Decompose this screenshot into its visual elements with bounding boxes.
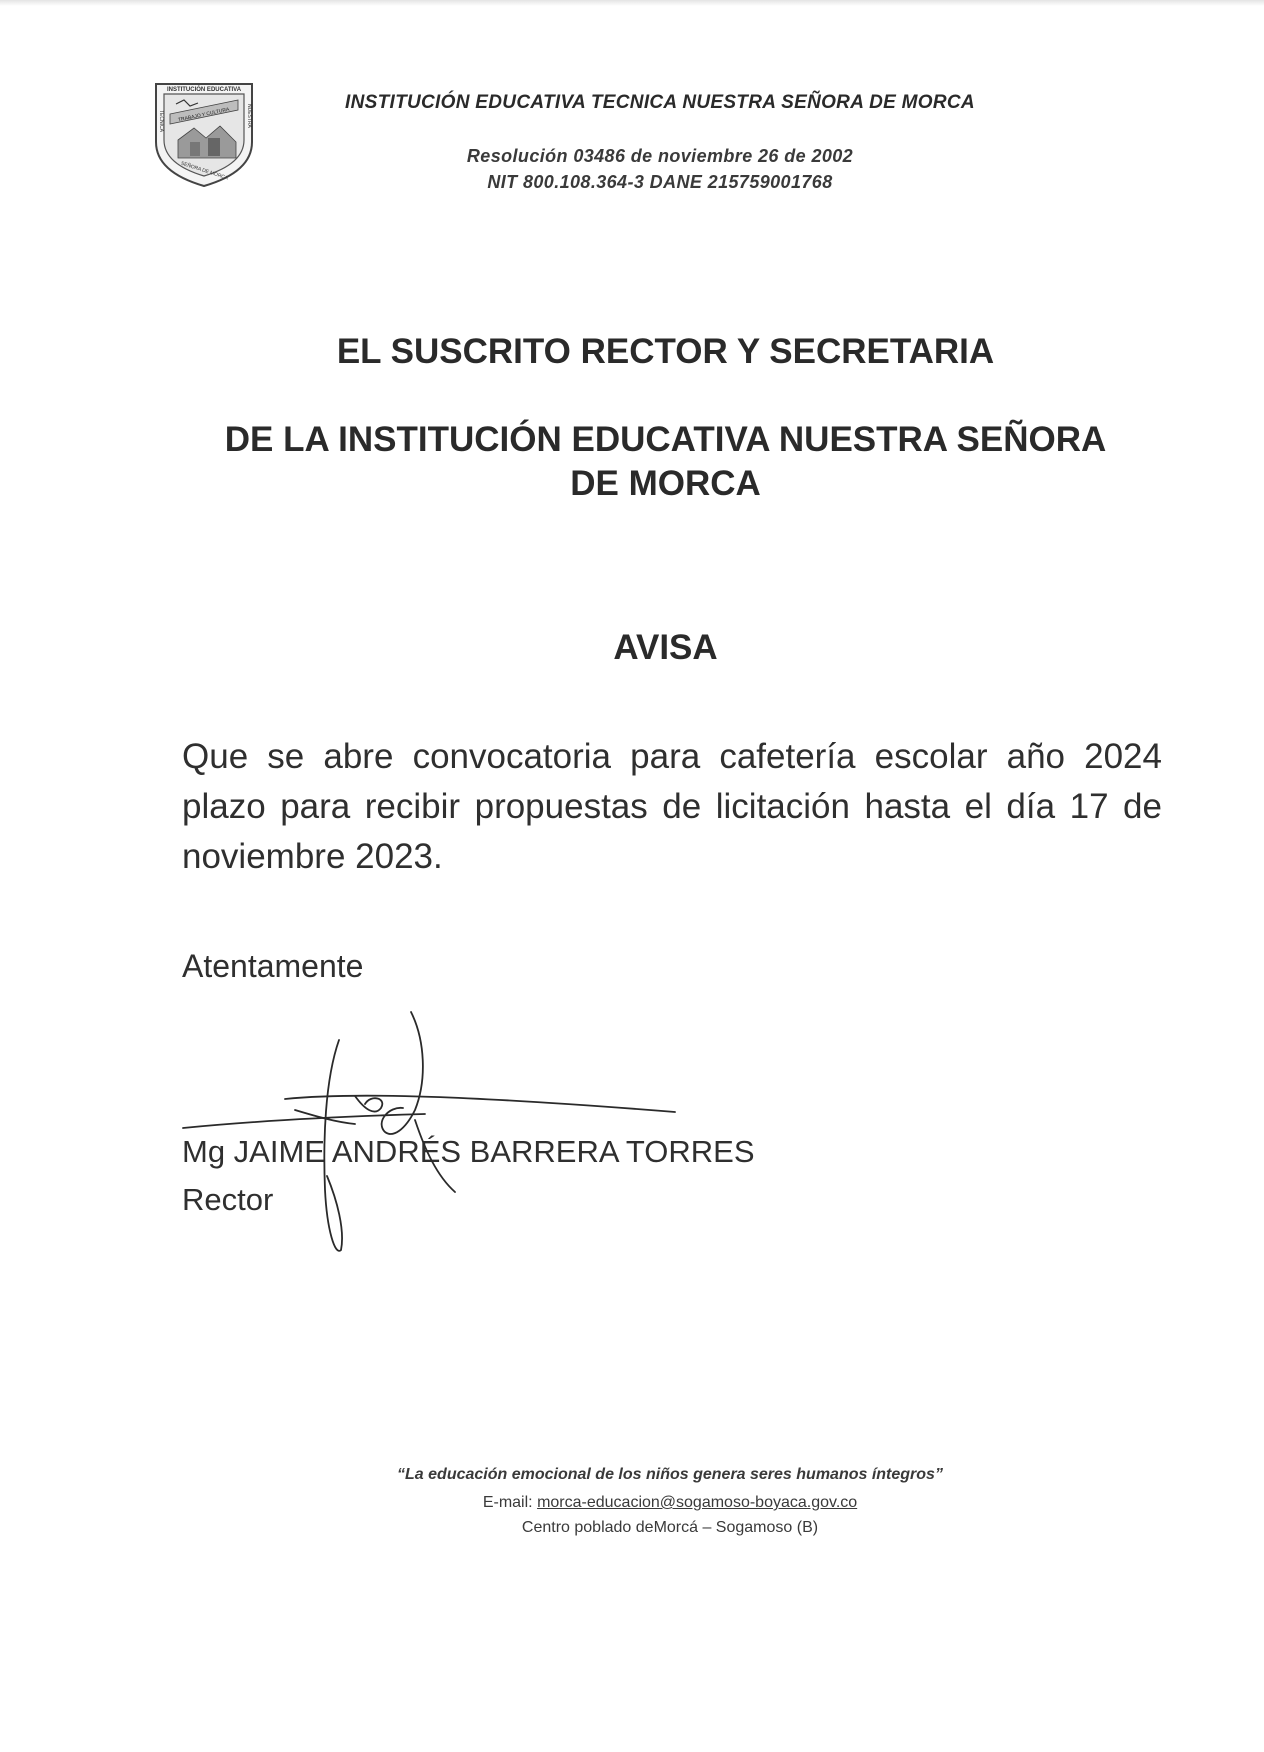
handwritten-signature xyxy=(175,1000,695,1270)
footer-address: Centro poblado deMorcá – Sogamoso (B) xyxy=(521,1519,819,1536)
email-label: E-mail: xyxy=(482,1494,533,1511)
resolution-line: Resolución 03486 de noviembre 26 de 2002 xyxy=(466,146,854,166)
crest-ribbon-text: TRABAJO Y CULTURA xyxy=(177,106,230,124)
crest-top-text: INSTITUCIÓN EDUCATIVA xyxy=(166,87,242,93)
institution-name: INSTITUCIÓN EDUCATIVA TECNICA NUESTRA SEÑORA DE MORCA xyxy=(345,92,975,113)
notice-heading: AVISA xyxy=(613,628,718,667)
title-line-1: EL SUSCRITO RECTOR Y SECRETARIA xyxy=(336,332,995,371)
signer-name: Mg JAIME ANDRÉS BARRERA TORRES xyxy=(182,1134,755,1169)
closing-salutation: Atentamente xyxy=(182,948,364,984)
title-line-2: DE LA INSTITUCIÓN EDUCATIVA NUESTRA SEÑORA xyxy=(224,420,1107,459)
footer-email-line xyxy=(300,1494,1040,1512)
email-link[interactable]: morca-educacion@sogamoso-boyaca.gov.co xyxy=(537,1494,858,1511)
crest-right-text: NUESTRA xyxy=(246,104,252,128)
crest-left-text: TECNICA xyxy=(158,110,164,132)
notice-body: Que se abre convocatoria para cafetería escolar año 2024 plazo para recibir propuestas de licitación hasta el día 17 de noviembre 2023. xyxy=(182,737,1162,876)
school-crest-icon xyxy=(150,80,258,190)
scan-edge-shadow xyxy=(0,0,1264,6)
footer-motto: “La educación emocional de los niños genera seres humanos íntegros” xyxy=(397,1466,943,1483)
crest-bottom-text: SEÑORA DE MORCA xyxy=(179,160,229,182)
title-line-3: DE MORCA xyxy=(570,464,761,503)
nit-dane-line: NIT 800.108.364-3 DANE 215759001768 xyxy=(487,172,833,192)
signer-role: Rector xyxy=(182,1182,274,1217)
